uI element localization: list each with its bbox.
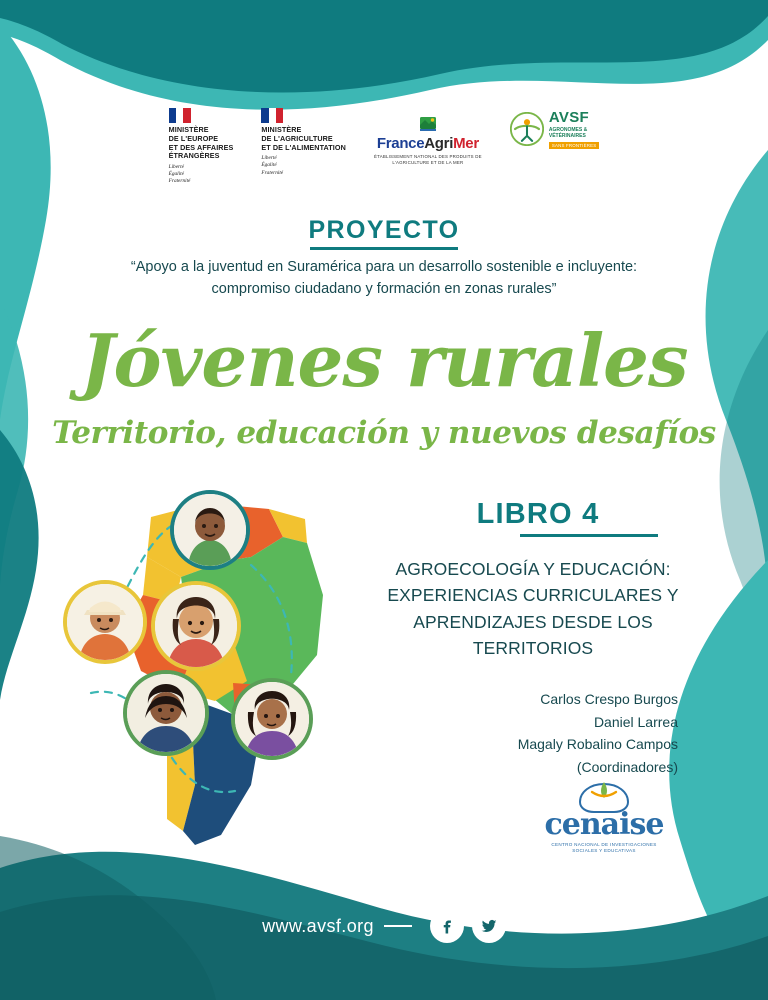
project-label: PROYECTO bbox=[308, 216, 460, 244]
facebook-icon[interactable] bbox=[430, 909, 464, 943]
french-flag-icon bbox=[169, 108, 191, 123]
avsf-sub2: VÉTÉRINAIRES bbox=[548, 133, 586, 140]
franceagrimer-emblem-icon bbox=[418, 114, 438, 134]
logo-ministere-europe bbox=[169, 108, 234, 186]
logo-cenaise bbox=[534, 780, 674, 855]
avatar-3 bbox=[151, 581, 241, 671]
project-description: “Apoyo a la juventud en Suramérica para un desarrollo sostenible e incluyente: compromiso ciudadano y formación en zonas rurales” bbox=[130, 259, 638, 298]
devise-fraternite: Fraternité bbox=[168, 178, 191, 185]
ministere-agri-line3: ET DE L'ALIMENTATION bbox=[261, 142, 346, 152]
logo-ministere-agriculture bbox=[261, 108, 346, 177]
avatar-1 bbox=[170, 490, 250, 570]
ministere-europe-line4: ÉTRANGÈRES bbox=[168, 151, 220, 161]
ministere-europe-line3: ET DES AFFAIRES bbox=[168, 142, 234, 152]
ministere-europe-line2: DE L'EUROPE bbox=[168, 133, 219, 143]
page-title: Jóvenes rurales bbox=[80, 318, 688, 403]
franceagrimer-word1: France bbox=[376, 135, 425, 152]
cenaise-sub1: CENTRO NACIONAL DE INVESTIGACIONES bbox=[551, 842, 657, 847]
franceagrimer-word2: Agri bbox=[424, 135, 454, 152]
avsf-person-icon bbox=[510, 112, 544, 146]
book-number-label: LIBRO 4 bbox=[476, 498, 600, 530]
avatar-portrait-icon bbox=[67, 584, 143, 660]
devise-fraternite: Fraternité bbox=[261, 169, 284, 176]
ministere-agri-line2: DE L'AGRICULTURE bbox=[261, 133, 333, 143]
page-subtitle: Territorio, educación y nuevos desafíos bbox=[52, 415, 716, 451]
website-url[interactable]: www.avsf.org bbox=[262, 915, 374, 936]
logo-franceagrimer bbox=[374, 114, 482, 165]
cenaise-sub2: SOCIALES Y EDUCATIVAS bbox=[572, 848, 636, 854]
author-role: (Coordinadores) bbox=[576, 759, 678, 776]
avsf-sub1: AGRONOMES & bbox=[548, 127, 588, 133]
project-label-underline bbox=[310, 247, 458, 250]
footer-divider bbox=[384, 925, 412, 927]
avatar-5 bbox=[231, 678, 313, 760]
franceagrimer-subtitle: ÉTABLISSEMENT NATIONAL DES PRODUITS DE L'AGRICULTURE ET DE LA MER bbox=[374, 154, 482, 165]
devise-egalite: Égalité bbox=[261, 162, 277, 169]
partner-logos bbox=[0, 108, 768, 186]
author-2: Daniel Larrea bbox=[593, 713, 678, 730]
footer bbox=[0, 909, 768, 943]
avatar-portrait-icon bbox=[174, 494, 246, 566]
avsf-tagline: SANS FRONTIÈRES bbox=[549, 142, 599, 149]
devise-liberte: Liberté bbox=[168, 164, 184, 171]
avatar-2 bbox=[63, 580, 147, 664]
avsf-name: AVSF bbox=[548, 109, 589, 126]
avatar-portrait-icon bbox=[235, 682, 309, 756]
twitter-icon[interactable] bbox=[472, 909, 506, 943]
book-number-underline bbox=[520, 534, 658, 537]
devise-liberte: Liberté bbox=[261, 155, 277, 162]
french-flag-icon bbox=[261, 108, 283, 123]
ministere-europe-line1: MINISTÈRE bbox=[168, 125, 209, 134]
devise-egalite: Égalité bbox=[168, 171, 184, 178]
avatar-portrait-icon bbox=[155, 585, 237, 667]
avatar-portrait-icon bbox=[127, 674, 205, 752]
south-america-map bbox=[55, 485, 365, 875]
franceagrimer-word3: Mer bbox=[453, 135, 479, 152]
author-3: Magaly Robalino Campos bbox=[517, 736, 678, 753]
author-1: Carlos Crespo Burgos bbox=[540, 691, 678, 707]
book-title: AGROECOLOGÍA Y EDUCACIÓN: EXPERIENCIAS CURRICULARES Y APRENDIZAJES DESDE LOS TERRITORIOS bbox=[387, 559, 679, 658]
author-list bbox=[378, 688, 678, 779]
avatar-4 bbox=[123, 670, 209, 756]
logo-avsf bbox=[510, 110, 599, 149]
ministere-agri-line1: MINISTÈRE bbox=[261, 125, 302, 134]
cenaise-wordmark: cenaise bbox=[544, 807, 664, 842]
